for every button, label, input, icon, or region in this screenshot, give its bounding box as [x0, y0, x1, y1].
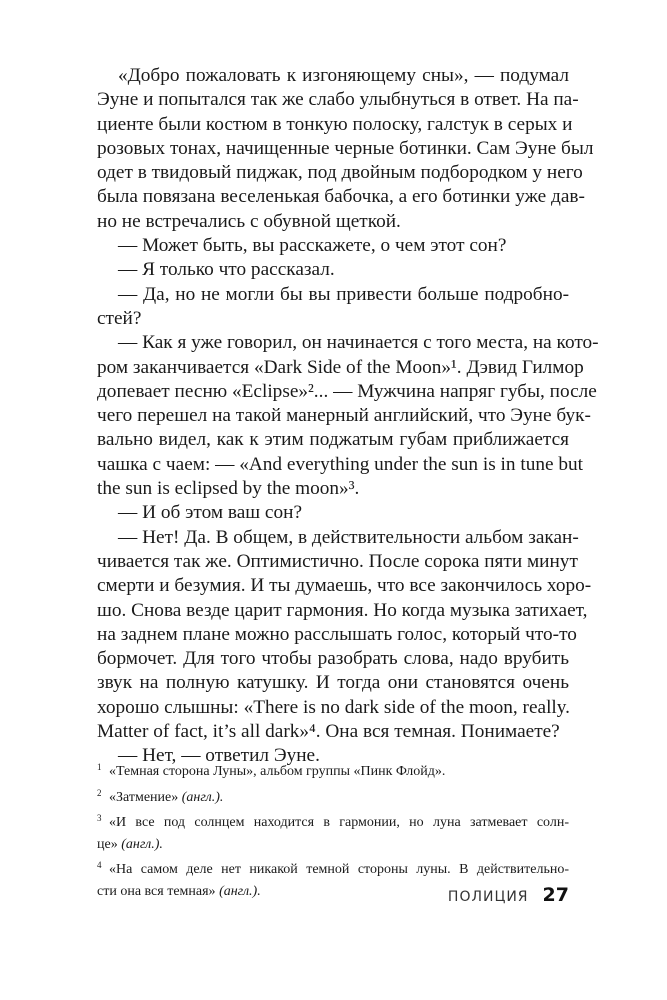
- text-line: но не встречались с обувной щеткой.: [97, 210, 401, 232]
- footnote-text: це»: [97, 836, 122, 852]
- text-line: бормочет. Для того чтобы разобрать слова, надо врубить: [97, 648, 569, 670]
- text-line: — Я только что рассказал.: [118, 259, 335, 281]
- text-line: чего перешел на такой манерный английский, что Эуне бук-: [97, 405, 591, 427]
- page-number: 27: [542, 884, 569, 906]
- running-footer: [448, 884, 569, 906]
- footnotes: [97, 757, 569, 902]
- text-line: — И об этом ваш сон?: [118, 502, 303, 524]
- footnote-line: [97, 757, 569, 783]
- text-line: шо. Снова везде царит гармония. Но когда музыка затихает,: [97, 599, 588, 621]
- text-line: была повязана веселенькая бабочка, а его ботинки уже дав-: [97, 186, 585, 208]
- text-line: на заднем плане можно расслышать голос, который что-то: [97, 623, 577, 645]
- footnote-number: 3: [97, 813, 102, 823]
- text-line: стей?: [97, 307, 142, 329]
- text-line: циенте были костюм в тонкую полоску, галстук в серых и: [97, 113, 573, 135]
- footnote-line: [97, 834, 569, 856]
- footnote-line: [97, 855, 569, 881]
- text-line: смерти и безумия. И ты думаешь, что все закончилось хоро-: [97, 575, 592, 597]
- text-line: — Может быть, вы расскажете, о чем этот сон?: [118, 235, 507, 257]
- footnote-language-note: (англ.).: [121, 836, 163, 852]
- text-line: ром заканчивается «Dark Side of the Moon»¹. Дэвид Гилмор: [97, 356, 584, 378]
- footnote-line: [97, 808, 569, 834]
- text-line: — Нет! Да. В общем, в действительности альбом закан-: [118, 526, 579, 548]
- text-line: звук на полную катушку. И тогда они становятся очень: [97, 672, 569, 694]
- section-title: ПОЛИЦИЯ: [447, 889, 529, 905]
- footnote-line: [97, 783, 569, 809]
- footnote-text: «На самом деле нет никакой темной стороны луны. В действительно-: [109, 862, 569, 877]
- footnote-language-note: (англ.).: [219, 883, 261, 899]
- footnote-number: 1: [97, 762, 102, 772]
- text-line: розовых тонах, начищенные черные ботинки. Сам Эуне был: [97, 137, 594, 159]
- text-line: чашка с чаем: — «And everything under the sun is in tune but: [97, 453, 584, 475]
- body-text: [97, 64, 599, 769]
- footnote-text: «И все под солнцем находится в гармонии, но луна затмевает солн-: [109, 815, 569, 830]
- text-line: вально видел, как к этим поджатым губам приближается: [97, 429, 569, 451]
- footnote-text: «Затмение»: [109, 789, 182, 805]
- footnote-number: 4: [97, 860, 102, 870]
- footnote-text: «Темная сторона Луны», альбом группы «Пинк Флойд».: [109, 764, 446, 779]
- footnote-text: сти она вся темная»: [97, 883, 220, 899]
- text-line: чивается так же. Оптимистично. После сорока пяти минут: [97, 550, 578, 572]
- footnote-language-note: (англ.).: [181, 789, 224, 805]
- text-line: Эуне и попытался так же слабо улыбнуться в ответ. На па-: [97, 89, 579, 111]
- text-line: одет в твидовый пиджак, под двойным подбородком у него: [97, 162, 583, 184]
- footnote-number: 2: [97, 787, 102, 798]
- text-line: допевает песню «Eclipse»²... — Мужчина напряг губы, после: [97, 380, 597, 402]
- text-line: Matter of fact, it’s all dark»⁴. Она вся темная. Понимаете?: [97, 721, 560, 743]
- text-line: — Нет, — ответил Эуне.: [118, 745, 320, 767]
- text-line: хорошо слышны: «There is no dark side of the moon, really.: [97, 696, 571, 718]
- text-line: — Да, но не могли бы вы привести больше подробно-: [118, 283, 569, 305]
- text-line: «Добро пожаловать к изгоняющему сны», — подумал: [118, 65, 569, 86]
- text-line: — Как я уже говорил, он начинается с того места, на кото-: [118, 332, 599, 354]
- text-line: the sun is eclipsed by the moon»³.: [97, 478, 360, 500]
